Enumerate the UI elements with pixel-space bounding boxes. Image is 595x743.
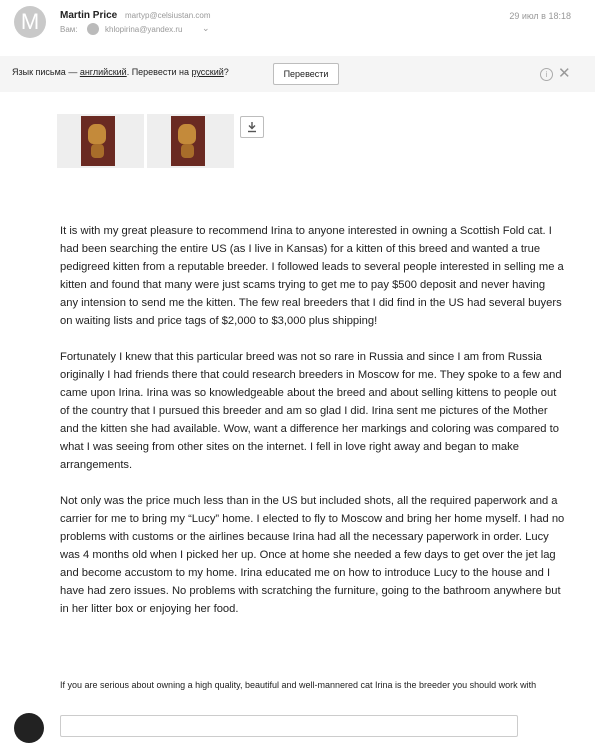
info-icon[interactable]: i bbox=[540, 68, 553, 81]
recipient-avatar bbox=[87, 23, 99, 35]
cat-shape bbox=[91, 144, 104, 158]
attachment-thumbnail[interactable] bbox=[57, 114, 144, 168]
user-avatar[interactable] bbox=[14, 713, 44, 743]
recipient-email[interactable]: khlopirina@yandex.ru bbox=[105, 25, 183, 34]
body-closing: If you are serious about owning a high quality, beautiful and well-mannered cat Irina is the breeder you should work with bbox=[60, 680, 537, 690]
reply-input[interactable] bbox=[60, 715, 518, 737]
translate-middle: . Перевести на bbox=[126, 67, 192, 77]
translate-message bbox=[12, 67, 229, 77]
cat-shape bbox=[88, 124, 106, 144]
cat-photo bbox=[81, 116, 115, 166]
body-paragraph: Fortunately I knew that this particular breed was not so rare in Russia and since I am from Russia originally I had friends there that could research breeders in Moscow for me. They spoke to a few and came upon Irina. Irina was so knowledgeable about the breed and about selling kittens to people out of the country that I pursued this breeder and am so glad I did. Irina sent me pictures of the Mother and the kitten she had available. Wow, want a difference her markings and coloring was compared to what I was seeing from other sites on the internet. I fell in love right away and began to make arrangements. bbox=[60, 351, 562, 471]
sender-name[interactable]: Martin Price bbox=[60, 10, 118, 21]
cat-shape bbox=[181, 144, 194, 158]
translate-prefix: Язык письма — bbox=[12, 67, 80, 77]
message-date: 29 июл в 18:18 bbox=[509, 11, 571, 21]
sender-avatar[interactable]: M bbox=[14, 6, 46, 38]
target-language-link[interactable]: русский bbox=[191, 67, 224, 77]
source-language-link[interactable]: английский bbox=[79, 67, 127, 77]
close-icon[interactable]: ✕ bbox=[558, 65, 571, 82]
sender-email[interactable]: martyp@celsiustan.com bbox=[125, 11, 211, 20]
cat-photo bbox=[171, 116, 205, 166]
translate-bar bbox=[0, 56, 595, 92]
chevron-down-icon[interactable]: ⌄ bbox=[202, 23, 210, 33]
recipient-label: Вам: bbox=[60, 25, 78, 34]
download-icon bbox=[246, 121, 258, 133]
translate-button[interactable]: Перевести bbox=[273, 63, 339, 85]
message-body bbox=[60, 222, 565, 636]
body-paragraph: It is with my great pleasure to recommend Irina to anyone interested in owning a Scottish Fold cat. I had been searching the entire US (as I live in Kansas) for a kitten of this breed and wanted a true pedigreed kitten from a reputable breeder. I followed leads to several people interested in selling me a kitten and found that many were just scams trying to get me to pay $500 deposit and never having any intension to send me the kitten. The few real breeders that I did find in the US had several buyers on waiting lists and price tags of $2,000 to $3,000 plus shipping! bbox=[60, 225, 564, 327]
body-paragraph: Not only was the price much less than in the US but included shots, all the required paperwork and a carrier for me to bring my “Lucy” home. I elected to fly to Moscow and bring her home myself. I had no problems with customs or the airlines because Irina had all the necessary paperwork in order. Lucy was 4 months old when I picked her up. Once at home she needed a few days to get over the jet lag and become accustom to my home. Irina educated me on how to introduce Lucy to the house and I have had zero issues. No problems with scratching the furniture, going to the bathroom anywhere but in her litter box or enjoying her food. bbox=[60, 495, 565, 615]
cat-shape bbox=[178, 124, 196, 144]
translate-suffix: ? bbox=[223, 67, 229, 77]
download-button[interactable] bbox=[240, 116, 264, 138]
message-header bbox=[0, 0, 595, 48]
attachment-thumbnail[interactable] bbox=[147, 114, 234, 168]
